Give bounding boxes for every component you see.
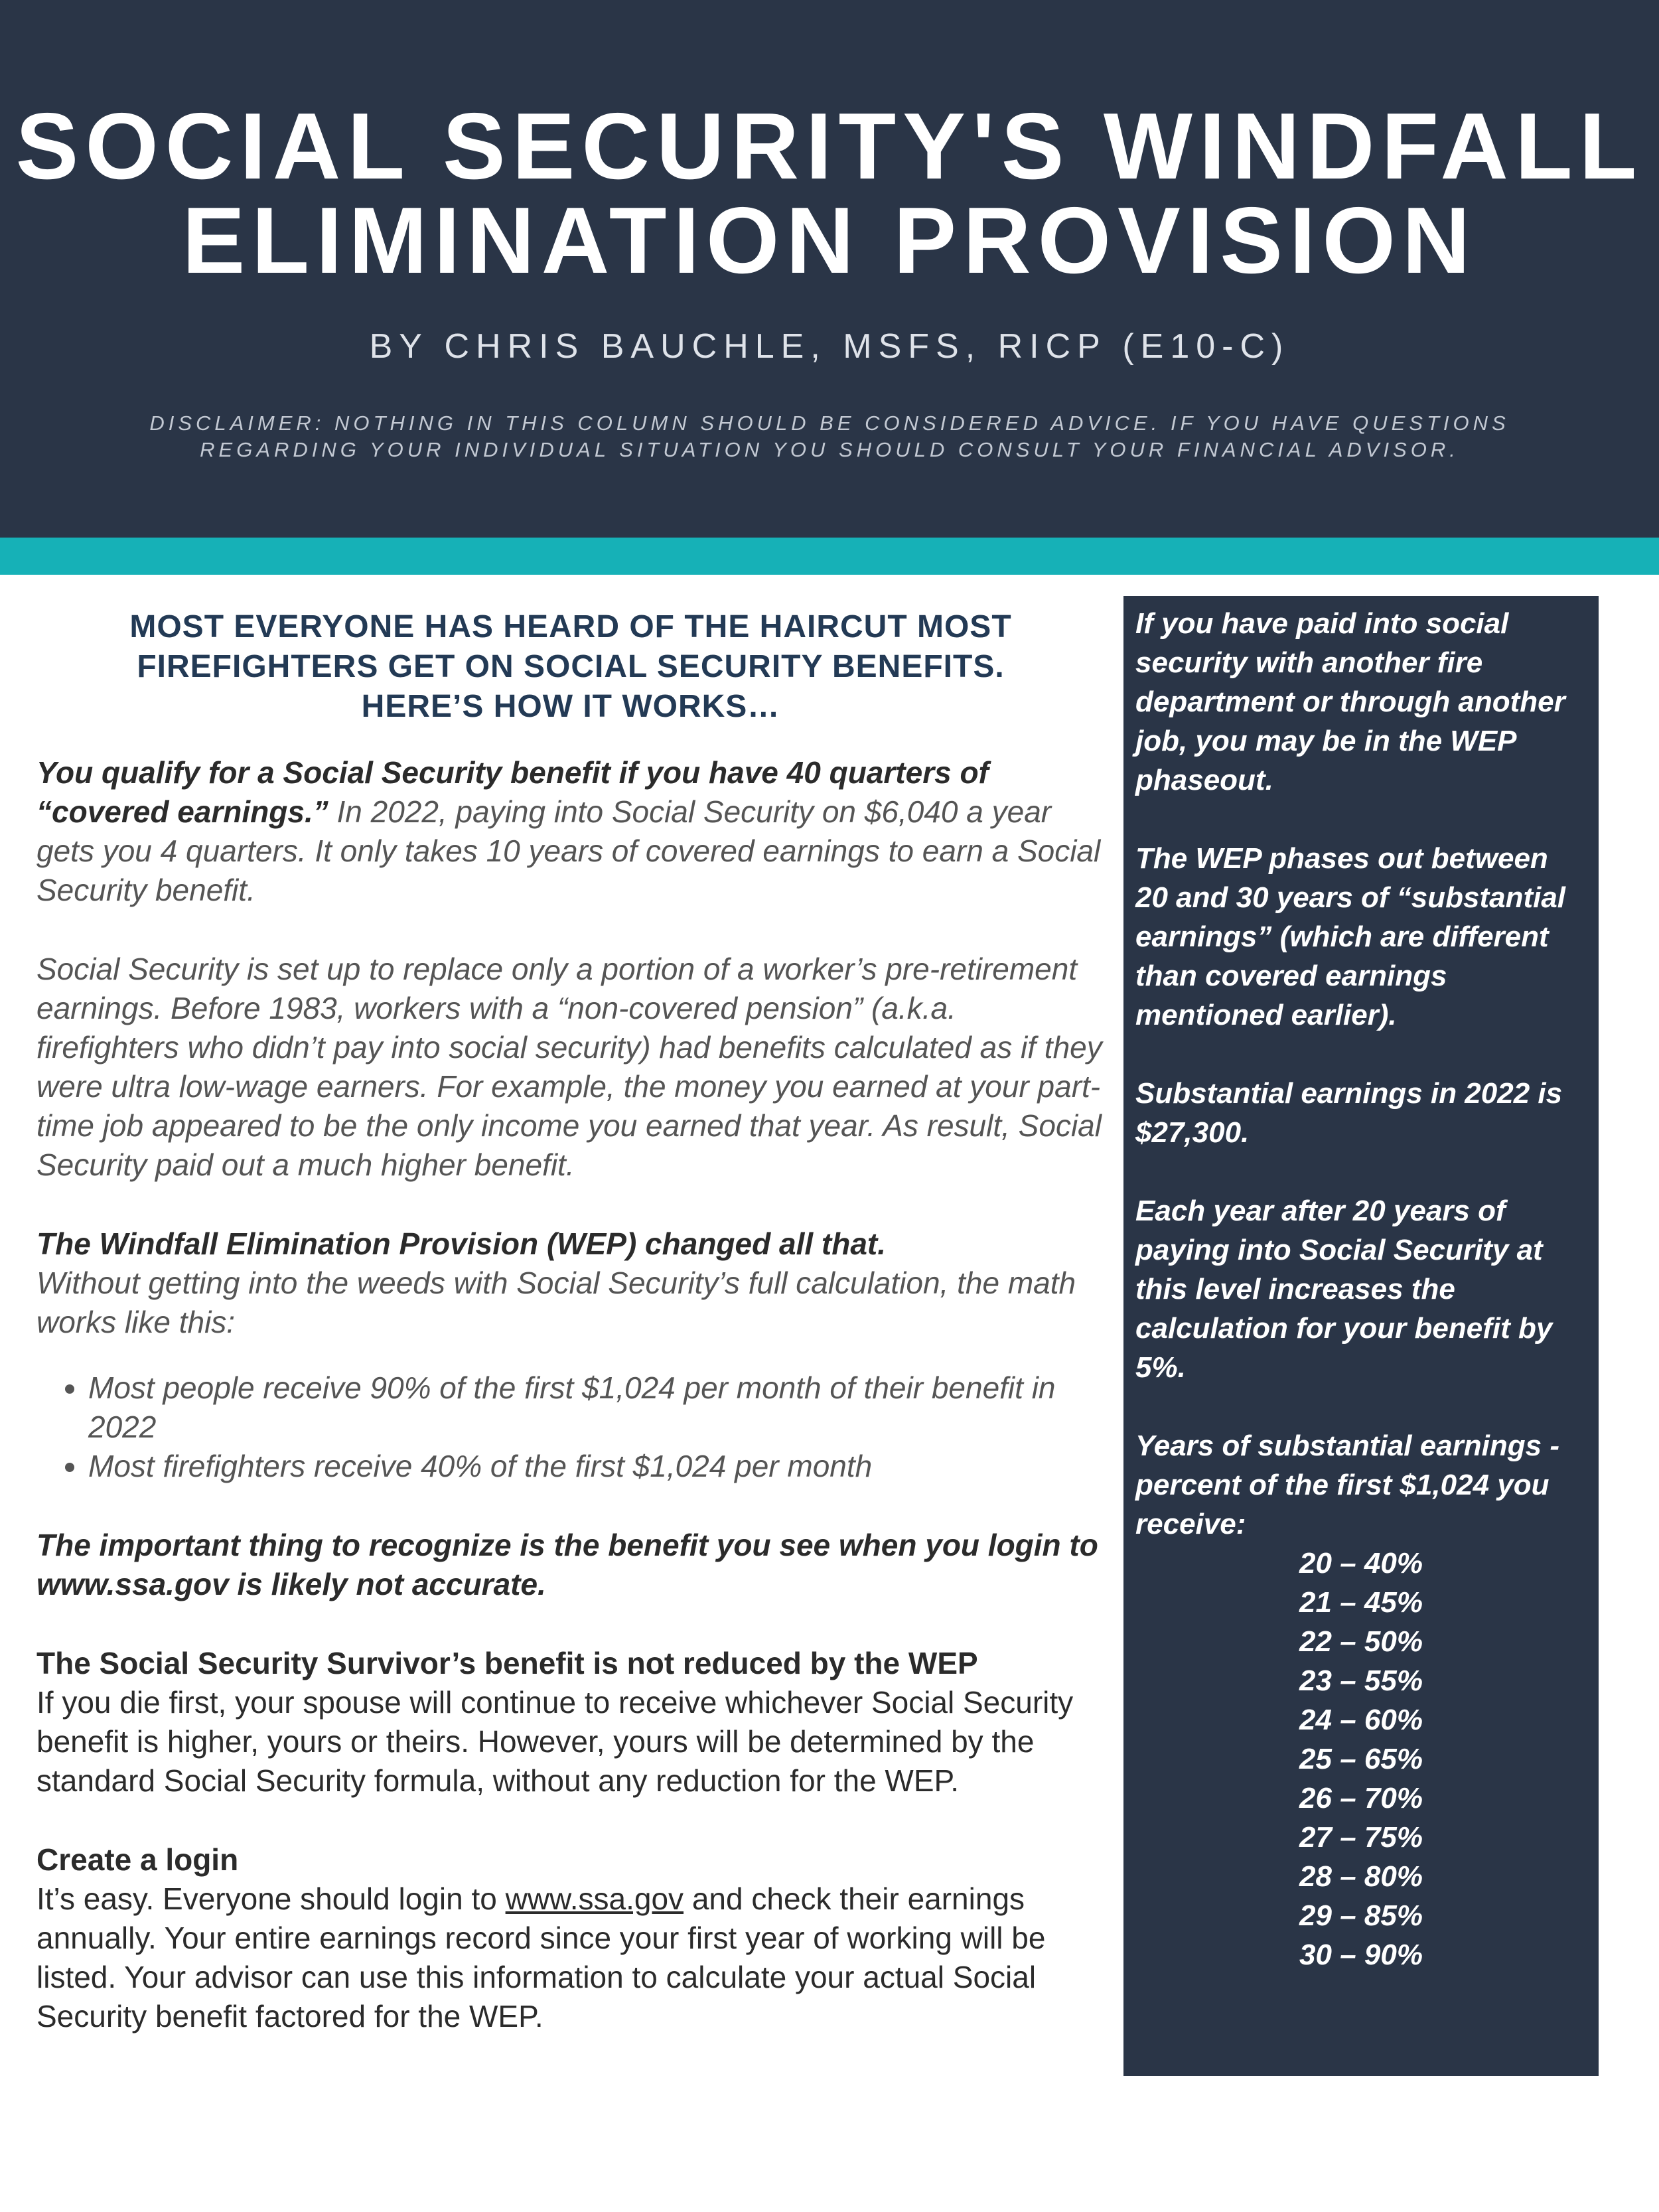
table-row: 23 – 55%	[1299, 1664, 1423, 1697]
title-line-2: ELIMINATION PROVISION	[182, 188, 1477, 293]
login-text-before: It’s easy. Everyone should login to	[36, 1881, 506, 1916]
intro-heading	[36, 607, 1105, 727]
table-row: 28 – 80%	[1299, 1860, 1423, 1893]
sidebar-para-5: Years of substantial earnings - percent of the first $1,024 you receive:	[1135, 1430, 1559, 1540]
table-row: 22 – 50%	[1299, 1625, 1423, 1658]
survivor-heading: The Social Security Survivor’s benefit is not reduced by the WEP	[36, 1646, 978, 1680]
background-paragraph: Social Security is set up to replace only a portion of a worker’s pre-retirement earnings. Before 1983, workers with a “non-covered pension” (a.k.a. firefighters who didn’t pay into social security) had benefits calculated as if they were ultra low-wage earners. For example, the money you earned at your part-time job appeared to be the only income you earned that year. As result, Social Security paid out a much higher benefit.	[36, 952, 1102, 1182]
survivor-text: If you die first, your spouse will continue to receive whichever Social Security benefit is higher, yours or theirs. However, yours will be determined by the standard Social Security formula, without any reduction for the WEP.	[36, 1685, 1074, 1798]
table-row: 24 – 60%	[1299, 1704, 1423, 1736]
survivor-section	[36, 1644, 1105, 1801]
disclaimer-line-2: REGARDING YOUR INDIVIDUAL SITUATION YOU SHOULD CONSULT YOUR FINANCIAL ADVISOR.	[200, 438, 1459, 461]
page-title	[0, 94, 1659, 293]
table-row: 21 – 45%	[1299, 1586, 1423, 1619]
header-banner	[0, 0, 1659, 538]
sidebar-para-1: If you have paid into social security with another fire department or through another job, you may be in the WEP phaseout.	[1135, 607, 1565, 796]
wep-percent-table	[1135, 1544, 1587, 1974]
disclaimer-line-1: DISCLAIMER: NOTHING IN THIS COLUMN SHOULD BE CONSIDERED ADVICE. IF YOU HAVE QUESTIONS	[149, 411, 1510, 435]
intro-line-1: MOST EVERYONE HAS HEARD OF THE HAIRCUT MOST	[129, 609, 1012, 644]
important-note: The important thing to recognize is the benefit you see when you login to www.ssa.gov is likely not accurate.	[36, 1528, 1098, 1601]
intro-line-2: FIREFIGHTERS GET ON SOCIAL SECURITY BENEFITS.	[137, 649, 1005, 684]
author-byline: BY CHRIS BAUCHLE, MSFS, RICP (E10-C)	[369, 327, 1290, 366]
intro-line-3: HERE’S HOW IT WORKS…	[361, 689, 780, 724]
table-row: 26 – 70%	[1299, 1782, 1423, 1814]
sidebar-para-2: The WEP phases out between 20 and 30 years of “substantial earnings” (which are different than covered earnings mentioned earlier).	[1135, 842, 1566, 1031]
wep-lead: The Windfall Elimination Provision (WEP) changed all that.	[36, 1226, 887, 1261]
qualify-lead: You qualify for a Social Security benefit if you have 40 quarters of “covered earnings.”	[36, 755, 989, 829]
list-item: • Most firefighters receive 40% of the first $1,024 per month	[88, 1447, 1105, 1486]
wep-paragraph	[36, 1224, 1105, 1342]
disclaimer	[100, 410, 1559, 463]
wep-text: Without getting into the weeds with Social Security’s full calculation, the math works like this:	[36, 1266, 1076, 1339]
table-row: 20 – 40%	[1299, 1547, 1423, 1580]
login-heading: Create a login	[36, 1842, 239, 1877]
list-item: • Most people receive 90% of the first $1,024 per month of their benefit in 2022	[88, 1368, 1105, 1447]
login-text-after: and check their earnings annually. Your entire earnings record since your first year of working will be listed. Your advisor can use this information to calculate your actual Social Security benefit factored for the WEP.	[36, 1881, 1046, 2033]
comparison-list	[36, 1368, 1105, 1486]
qualify-paragraph	[36, 753, 1105, 910]
ssa-link[interactable]: www.ssa.gov	[505, 1881, 684, 1916]
teal-divider-band	[0, 538, 1659, 575]
table-row: 25 – 65%	[1299, 1743, 1423, 1775]
sidebar-callout	[1123, 596, 1599, 2076]
table-row: 29 – 85%	[1299, 1899, 1423, 1932]
table-row: 30 – 90%	[1299, 1939, 1423, 1971]
login-section	[36, 1840, 1105, 2036]
sidebar-para-3: Substantial earnings in 2022 is $27,300.	[1135, 1077, 1563, 1149]
sidebar-para-4: Each year after 20 years of paying into Social Security at this level increases the calculation for your benefit by 5%.	[1135, 1195, 1553, 1384]
table-row: 27 – 75%	[1299, 1821, 1423, 1854]
main-column	[36, 607, 1105, 2076]
qualify-text: In 2022, paying into Social Security on $6,040 a year gets you 4 quarters. It only takes 10 years of covered earnings to earn a Social Security benefit.	[36, 794, 1101, 907]
title-line-1: SOCIAL SECURITY'S WINDFALL	[15, 94, 1644, 199]
